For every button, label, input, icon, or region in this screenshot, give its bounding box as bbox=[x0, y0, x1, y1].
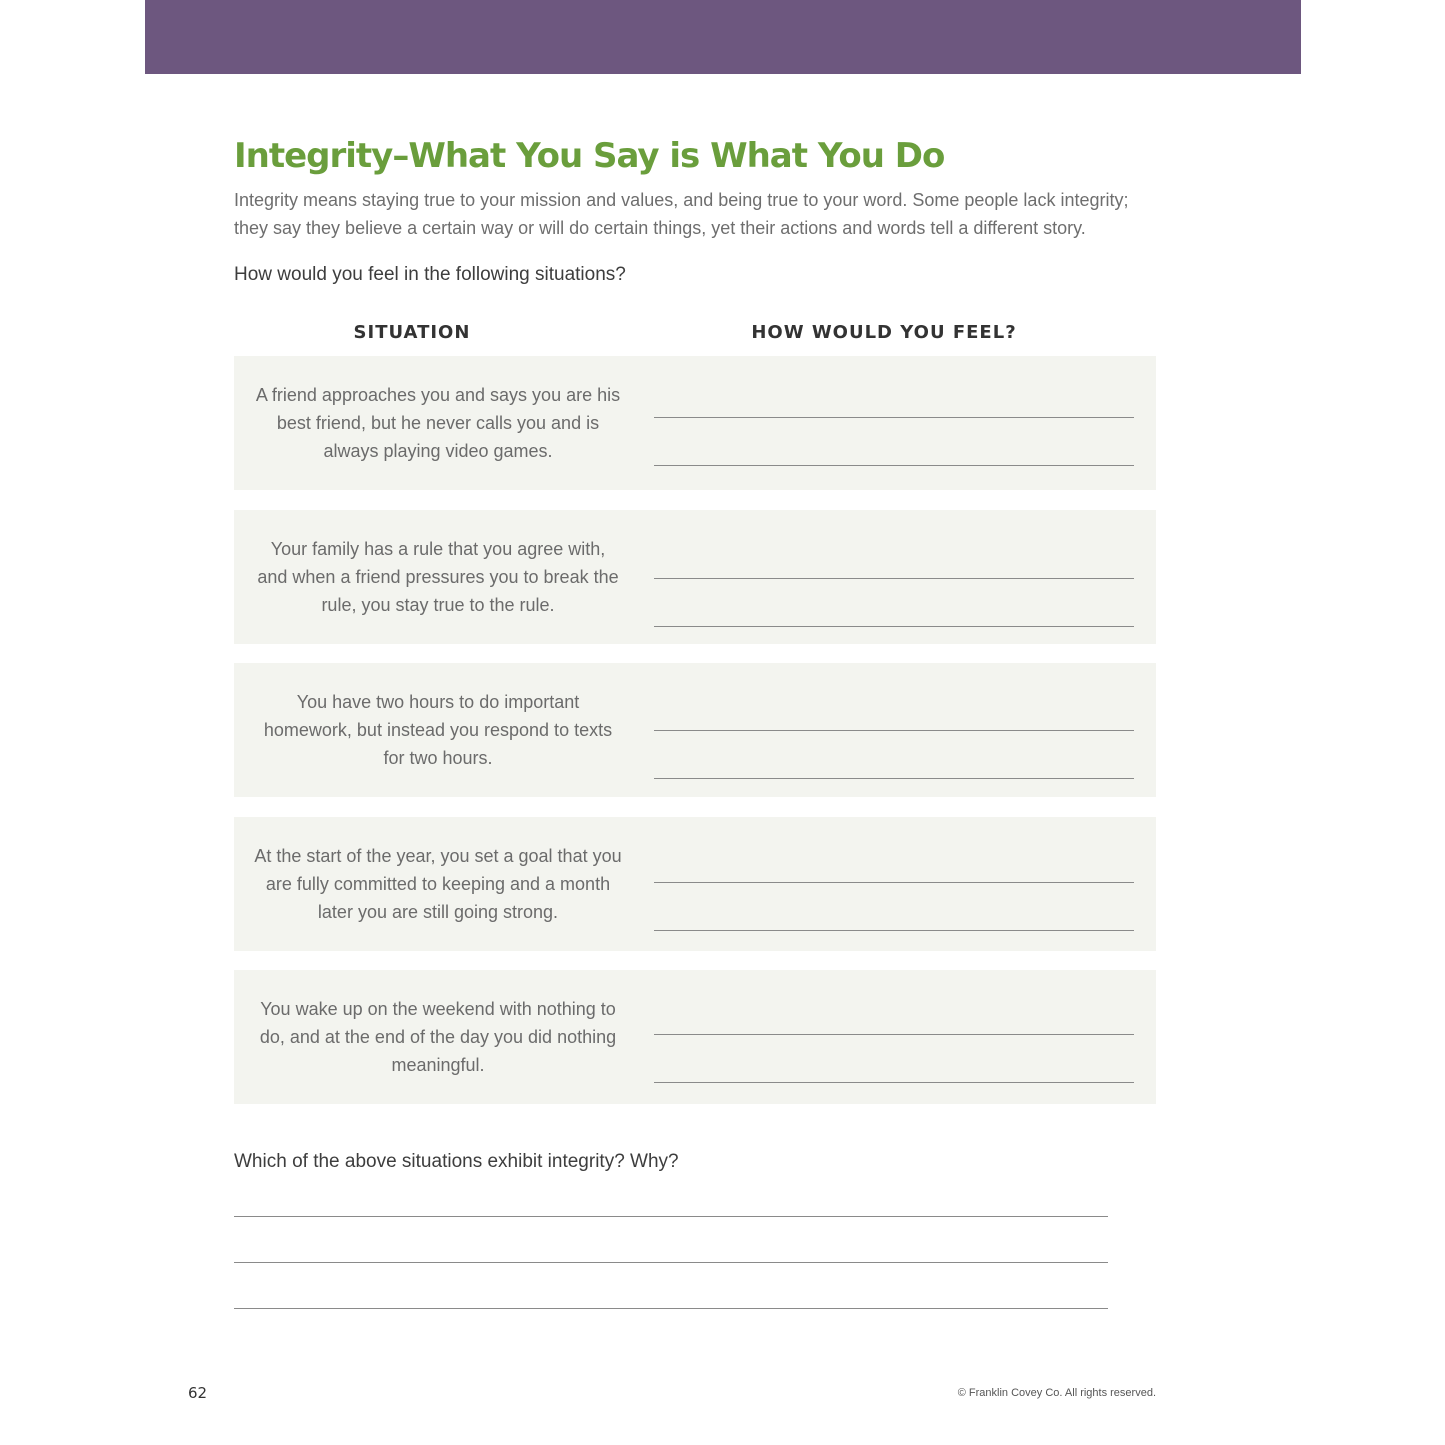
answer-line[interactable] bbox=[654, 1082, 1134, 1083]
situation-row-1 bbox=[234, 356, 1156, 490]
response-line[interactable] bbox=[234, 1262, 1108, 1263]
top-color-band bbox=[145, 0, 1301, 74]
situation-text: You have two hours to do important homework, but instead you respond to texts for two hours. bbox=[263, 692, 613, 768]
answer-line[interactable] bbox=[654, 578, 1134, 579]
page-number: 62 bbox=[188, 1384, 208, 1402]
answer-line[interactable] bbox=[654, 417, 1134, 418]
column-header-feel: HOW WOULD YOU FEEL? bbox=[751, 322, 1017, 343]
answer-line[interactable] bbox=[654, 626, 1134, 627]
situation-text: You wake up on the weekend with nothing to do, and at the end of the day you did nothing meaningful. bbox=[259, 999, 617, 1075]
situation-text: A friend approaches you and says you are his best friend, but he never calls you and is always playing video games. bbox=[255, 385, 621, 461]
answer-line[interactable] bbox=[654, 730, 1134, 731]
situation-row-2 bbox=[234, 510, 1156, 644]
situation-text: Your family has a rule that you agree with, and when a friend pressures you to break the rule, you stay true to the rule. bbox=[257, 539, 619, 615]
response-line[interactable] bbox=[234, 1216, 1108, 1217]
situation-row-3 bbox=[234, 663, 1156, 797]
page-title: Integrity–What You Say is What You Do bbox=[234, 136, 945, 176]
answer-line[interactable] bbox=[654, 465, 1134, 466]
column-header-situation: SITUATION bbox=[353, 322, 471, 343]
question-integrity: Which of the above situations exhibit integrity? Why? bbox=[234, 1151, 679, 1172]
answer-line[interactable] bbox=[654, 778, 1134, 779]
answer-line[interactable] bbox=[654, 1034, 1134, 1035]
situation-row-5 bbox=[234, 970, 1156, 1104]
copyright-notice: © Franklin Covey Co. All rights reserved. bbox=[957, 1387, 1156, 1399]
response-line[interactable] bbox=[234, 1308, 1108, 1309]
situation-text: At the start of the year, you set a goal that you are fully committed to keeping and a month later you are still going strong. bbox=[254, 846, 622, 922]
answer-line[interactable] bbox=[654, 930, 1134, 931]
intro-paragraph: Integrity means staying true to your mission and values, and being true to your word. Some people lack integrity; they say they believe a certain way or will do certain things, yet their actions and words tell a different story. bbox=[234, 190, 1129, 238]
answer-line[interactable] bbox=[654, 882, 1134, 883]
situation-row-4 bbox=[234, 817, 1156, 951]
question-situations: How would you feel in the following situations? bbox=[234, 264, 626, 285]
